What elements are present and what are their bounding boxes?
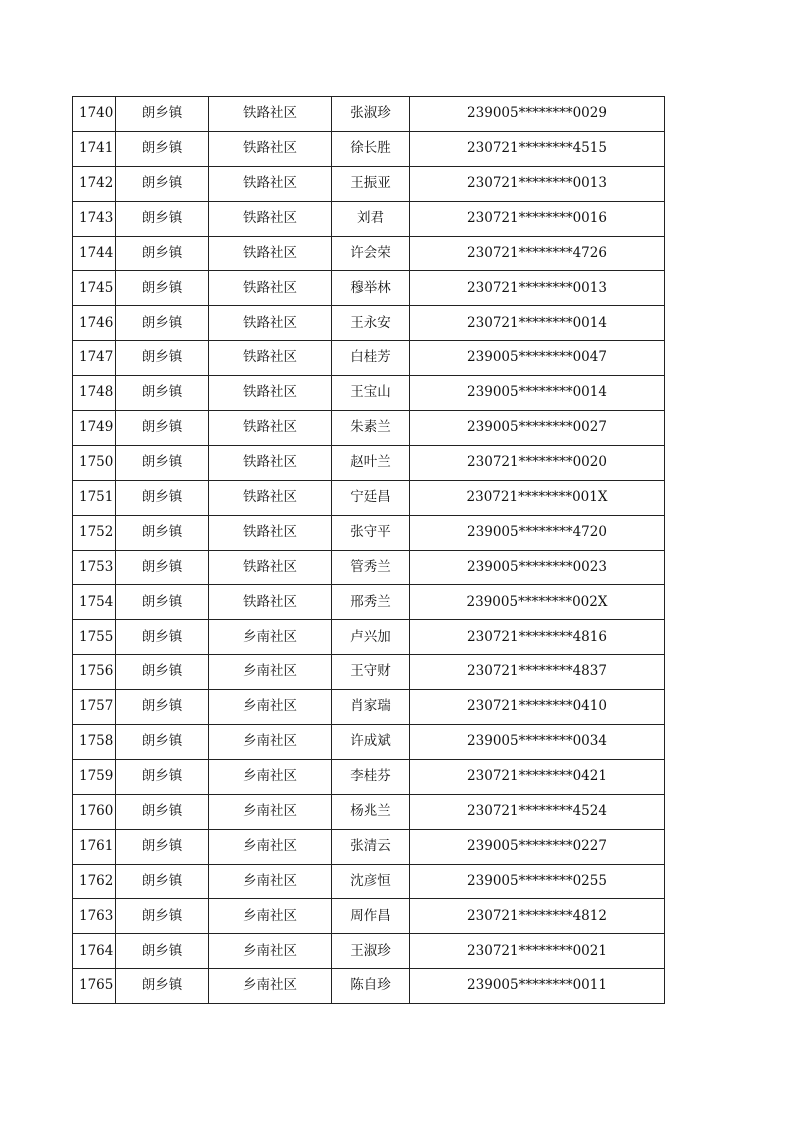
table-row: [73, 655, 665, 690]
person-name-cell: 朱素兰: [332, 411, 410, 446]
id-number-cell: 239005********0034: [410, 725, 665, 760]
id-number-cell: 230721********4726: [410, 236, 665, 271]
table-row: [73, 864, 665, 899]
id-number-cell: 230721********0421: [410, 759, 665, 794]
id-number-cell: 230721********0014: [410, 306, 665, 341]
community-cell: 铁路社区: [209, 166, 332, 201]
town-cell: 朗乡镇: [116, 725, 209, 760]
table-row: [73, 201, 665, 236]
row-number-cell: 1763: [73, 899, 116, 934]
id-number-cell: 230721********4515: [410, 131, 665, 166]
person-name-cell: 白桂芳: [332, 341, 410, 376]
person-name-cell: 王淑珍: [332, 934, 410, 969]
row-number-cell: 1764: [73, 934, 116, 969]
community-cell: 乡南社区: [209, 829, 332, 864]
person-name-cell: 宁廷昌: [332, 480, 410, 515]
table-row: [73, 759, 665, 794]
community-cell: 铁路社区: [209, 411, 332, 446]
person-name-cell: 张淑珍: [332, 97, 410, 132]
community-cell: 铁路社区: [209, 236, 332, 271]
id-number-cell: 230721********0016: [410, 201, 665, 236]
id-number-cell: 230721********0021: [410, 934, 665, 969]
row-number-cell: 1740: [73, 97, 116, 132]
person-name-cell: 杨兆兰: [332, 794, 410, 829]
town-cell: 朗乡镇: [116, 341, 209, 376]
person-name-cell: 刘君: [332, 201, 410, 236]
roster-table: [72, 96, 665, 1004]
table-row: [73, 550, 665, 585]
community-cell: 乡南社区: [209, 969, 332, 1004]
community-cell: 铁路社区: [209, 201, 332, 236]
town-cell: 朗乡镇: [116, 864, 209, 899]
id-number-cell: 239005********0011: [410, 969, 665, 1004]
row-number-cell: 1745: [73, 271, 116, 306]
town-cell: 朗乡镇: [116, 411, 209, 446]
person-name-cell: 王宝山: [332, 376, 410, 411]
person-name-cell: 卢兴加: [332, 620, 410, 655]
community-cell: 乡南社区: [209, 620, 332, 655]
table-row: [73, 829, 665, 864]
town-cell: 朗乡镇: [116, 445, 209, 480]
person-name-cell: 穆举林: [332, 271, 410, 306]
row-number-cell: 1751: [73, 480, 116, 515]
table-row: [73, 166, 665, 201]
table-row: [73, 899, 665, 934]
town-cell: 朗乡镇: [116, 166, 209, 201]
row-number-cell: 1747: [73, 341, 116, 376]
person-name-cell: 管秀兰: [332, 550, 410, 585]
town-cell: 朗乡镇: [116, 201, 209, 236]
person-name-cell: 许会荣: [332, 236, 410, 271]
row-number-cell: 1758: [73, 725, 116, 760]
community-cell: 乡南社区: [209, 899, 332, 934]
id-number-cell: 239005********0047: [410, 341, 665, 376]
table-row: [73, 236, 665, 271]
town-cell: 朗乡镇: [116, 515, 209, 550]
row-number-cell: 1743: [73, 201, 116, 236]
community-cell: 铁路社区: [209, 585, 332, 620]
community-cell: 铁路社区: [209, 515, 332, 550]
town-cell: 朗乡镇: [116, 480, 209, 515]
town-cell: 朗乡镇: [116, 899, 209, 934]
person-name-cell: 张守平: [332, 515, 410, 550]
town-cell: 朗乡镇: [116, 690, 209, 725]
row-number-cell: 1762: [73, 864, 116, 899]
table-row: [73, 934, 665, 969]
table-row: [73, 131, 665, 166]
row-number-cell: 1741: [73, 131, 116, 166]
row-number-cell: 1757: [73, 690, 116, 725]
town-cell: 朗乡镇: [116, 829, 209, 864]
table-row: [73, 690, 665, 725]
id-number-cell: 239005********0023: [410, 550, 665, 585]
row-number-cell: 1765: [73, 969, 116, 1004]
roster-table-body: [73, 97, 665, 1004]
id-number-cell: 230721********4812: [410, 899, 665, 934]
town-cell: 朗乡镇: [116, 794, 209, 829]
town-cell: 朗乡镇: [116, 934, 209, 969]
id-number-cell: 239005********4720: [410, 515, 665, 550]
person-name-cell: 王振亚: [332, 166, 410, 201]
town-cell: 朗乡镇: [116, 131, 209, 166]
id-number-cell: 230721********0013: [410, 166, 665, 201]
id-number-cell: 230721********0013: [410, 271, 665, 306]
id-number-cell: 239005********002X: [410, 585, 665, 620]
community-cell: 铁路社区: [209, 376, 332, 411]
row-number-cell: 1755: [73, 620, 116, 655]
row-number-cell: 1756: [73, 655, 116, 690]
town-cell: 朗乡镇: [116, 550, 209, 585]
table-row: [73, 97, 665, 132]
table-row: [73, 480, 665, 515]
id-number-cell: 239005********0227: [410, 829, 665, 864]
row-number-cell: 1753: [73, 550, 116, 585]
town-cell: 朗乡镇: [116, 620, 209, 655]
id-number-cell: 230721********4524: [410, 794, 665, 829]
town-cell: 朗乡镇: [116, 376, 209, 411]
row-number-cell: 1759: [73, 759, 116, 794]
community-cell: 铁路社区: [209, 341, 332, 376]
table-row: [73, 376, 665, 411]
town-cell: 朗乡镇: [116, 97, 209, 132]
community-cell: 铁路社区: [209, 445, 332, 480]
table-row: [73, 969, 665, 1004]
person-name-cell: 周作昌: [332, 899, 410, 934]
id-number-cell: 239005********0027: [410, 411, 665, 446]
row-number-cell: 1752: [73, 515, 116, 550]
id-number-cell: 239005********0255: [410, 864, 665, 899]
person-name-cell: 张清云: [332, 829, 410, 864]
table-row: [73, 271, 665, 306]
person-name-cell: 徐长胜: [332, 131, 410, 166]
id-number-cell: 239005********0014: [410, 376, 665, 411]
community-cell: 乡南社区: [209, 934, 332, 969]
community-cell: 乡南社区: [209, 690, 332, 725]
row-number-cell: 1750: [73, 445, 116, 480]
town-cell: 朗乡镇: [116, 585, 209, 620]
person-name-cell: 陈自珍: [332, 969, 410, 1004]
community-cell: 铁路社区: [209, 306, 332, 341]
id-number-cell: 239005********0029: [410, 97, 665, 132]
person-name-cell: 李桂芬: [332, 759, 410, 794]
table-row: [73, 411, 665, 446]
town-cell: 朗乡镇: [116, 236, 209, 271]
row-number-cell: 1746: [73, 306, 116, 341]
person-name-cell: 邢秀兰: [332, 585, 410, 620]
town-cell: 朗乡镇: [116, 271, 209, 306]
community-cell: 乡南社区: [209, 759, 332, 794]
community-cell: 铁路社区: [209, 131, 332, 166]
person-name-cell: 肖家瑞: [332, 690, 410, 725]
table-row: [73, 445, 665, 480]
community-cell: 铁路社区: [209, 480, 332, 515]
table-row: [73, 725, 665, 760]
town-cell: 朗乡镇: [116, 969, 209, 1004]
person-name-cell: 王永安: [332, 306, 410, 341]
person-name-cell: 沈彦恒: [332, 864, 410, 899]
community-cell: 铁路社区: [209, 271, 332, 306]
table-row: [73, 794, 665, 829]
row-number-cell: 1748: [73, 376, 116, 411]
row-number-cell: 1761: [73, 829, 116, 864]
community-cell: 乡南社区: [209, 864, 332, 899]
table-row: [73, 585, 665, 620]
community-cell: 铁路社区: [209, 550, 332, 585]
row-number-cell: 1760: [73, 794, 116, 829]
town-cell: 朗乡镇: [116, 306, 209, 341]
id-number-cell: 230721********4837: [410, 655, 665, 690]
town-cell: 朗乡镇: [116, 655, 209, 690]
table-row: [73, 515, 665, 550]
community-cell: 铁路社区: [209, 97, 332, 132]
row-number-cell: 1749: [73, 411, 116, 446]
row-number-cell: 1744: [73, 236, 116, 271]
row-number-cell: 1742: [73, 166, 116, 201]
town-cell: 朗乡镇: [116, 759, 209, 794]
id-number-cell: 230721********0020: [410, 445, 665, 480]
person-name-cell: 赵叶兰: [332, 445, 410, 480]
person-name-cell: 许成斌: [332, 725, 410, 760]
community-cell: 乡南社区: [209, 725, 332, 760]
row-number-cell: 1754: [73, 585, 116, 620]
table-row: [73, 620, 665, 655]
community-cell: 乡南社区: [209, 794, 332, 829]
person-name-cell: 王守财: [332, 655, 410, 690]
table-row: [73, 341, 665, 376]
community-cell: 乡南社区: [209, 655, 332, 690]
table-row: [73, 306, 665, 341]
id-number-cell: 230721********001X: [410, 480, 665, 515]
id-number-cell: 230721********4816: [410, 620, 665, 655]
id-number-cell: 230721********0410: [410, 690, 665, 725]
